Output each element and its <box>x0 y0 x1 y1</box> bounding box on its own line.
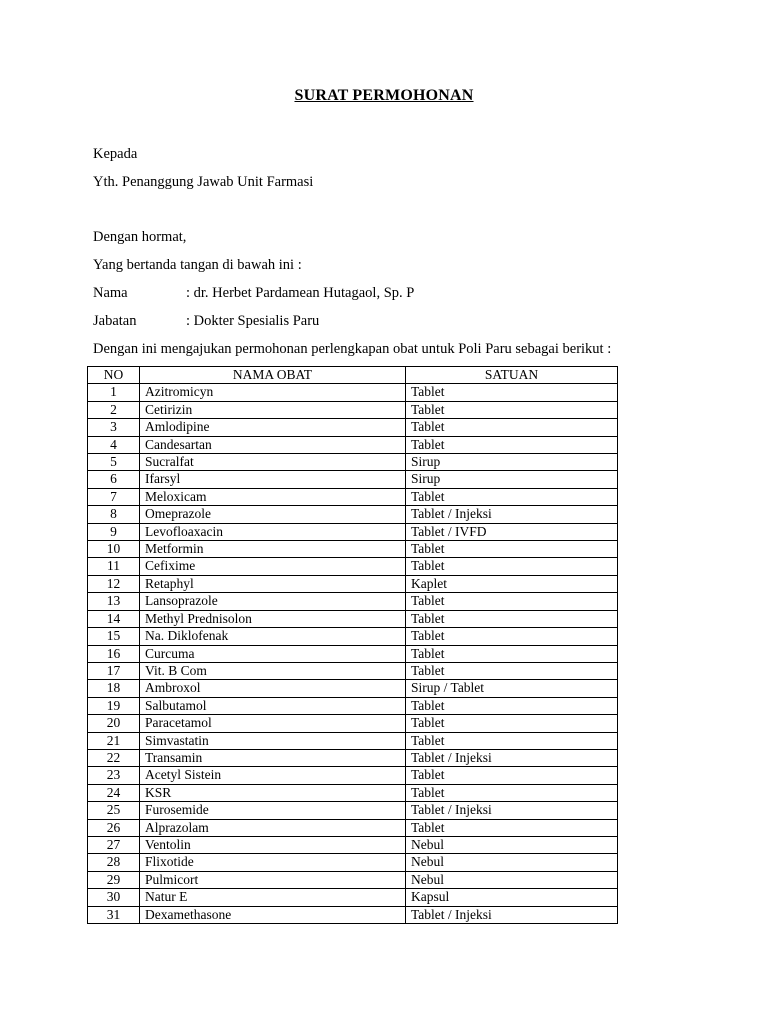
cell-no: 26 <box>88 819 140 836</box>
jabatan-value: : Dokter Spesialis Paru <box>186 313 320 329</box>
document-title: SURAT PERMOHONAN <box>294 87 474 104</box>
cell-nama-obat: Salbutamol <box>140 697 406 714</box>
table-row <box>88 471 618 488</box>
cell-nama-obat: Simvastatin <box>140 732 406 749</box>
table-row <box>88 871 618 888</box>
cell-nama-obat: Lansoprazole <box>140 593 406 610</box>
cell-no: 24 <box>88 784 140 801</box>
table-row <box>88 506 618 523</box>
cell-satuan: Tablet <box>406 419 618 436</box>
table-row <box>88 836 618 853</box>
cell-no: 5 <box>88 454 140 471</box>
cell-nama-obat: Meloxicam <box>140 488 406 505</box>
cell-satuan: Sirup <box>406 454 618 471</box>
cell-nama-obat: Pulmicort <box>140 871 406 888</box>
cell-satuan: Tablet <box>406 628 618 645</box>
cell-nama-obat: Levofloaxacin <box>140 523 406 540</box>
table-row <box>88 523 618 540</box>
cell-satuan: Tablet <box>406 645 618 662</box>
cell-no: 14 <box>88 610 140 627</box>
table-row <box>88 680 618 697</box>
cell-satuan: Tablet <box>406 732 618 749</box>
cell-no: 7 <box>88 488 140 505</box>
cell-satuan: Tablet <box>406 819 618 836</box>
cell-satuan: Tablet <box>406 610 618 627</box>
cell-nama-obat: Ambroxol <box>140 680 406 697</box>
cell-no: 31 <box>88 906 140 923</box>
header-no: NO <box>88 367 140 384</box>
cell-satuan: Tablet / Injeksi <box>406 506 618 523</box>
cell-no: 18 <box>88 680 140 697</box>
request-text: Dengan ini mengajukan permohonan perlengkapan obat untuk Poli Paru sebagai berikut : <box>93 341 612 357</box>
table-row <box>88 715 618 732</box>
recipient-line-2: Yth. Penanggung Jawab Unit Farmasi <box>93 174 314 190</box>
table-row <box>88 802 618 819</box>
cell-satuan: Tablet <box>406 784 618 801</box>
cell-nama-obat: Ventolin <box>140 836 406 853</box>
table-row <box>88 819 618 836</box>
cell-nama-obat: Flixotide <box>140 854 406 871</box>
cell-no: 12 <box>88 575 140 592</box>
cell-satuan: Tablet <box>406 384 618 401</box>
cell-satuan: Tablet <box>406 767 618 784</box>
cell-no: 29 <box>88 871 140 888</box>
cell-satuan: Nebul <box>406 871 618 888</box>
table-row <box>88 645 618 662</box>
cell-satuan: Kaplet <box>406 575 618 592</box>
table-row <box>88 488 618 505</box>
cell-satuan: Sirup / Tablet <box>406 680 618 697</box>
cell-no: 8 <box>88 506 140 523</box>
cell-no: 10 <box>88 541 140 558</box>
header-satuan: SATUAN <box>406 367 618 384</box>
cell-no: 15 <box>88 628 140 645</box>
cell-no: 2 <box>88 401 140 418</box>
cell-satuan: Tablet <box>406 541 618 558</box>
cell-no: 17 <box>88 662 140 679</box>
table-row <box>88 454 618 471</box>
cell-no: 6 <box>88 471 140 488</box>
cell-nama-obat: Dexamethasone <box>140 906 406 923</box>
cell-no: 13 <box>88 593 140 610</box>
cell-nama-obat: Omeprazole <box>140 506 406 523</box>
cell-no: 23 <box>88 767 140 784</box>
table-row <box>88 384 618 401</box>
cell-nama-obat: Azitromicyn <box>140 384 406 401</box>
table-row <box>88 593 618 610</box>
table-row <box>88 610 618 627</box>
cell-satuan: Tablet / IVFD <box>406 523 618 540</box>
table-row <box>88 732 618 749</box>
cell-no: 30 <box>88 889 140 906</box>
cell-no: 1 <box>88 384 140 401</box>
cell-satuan: Nebul <box>406 836 618 853</box>
jabatan-label: Jabatan <box>93 313 137 329</box>
table-row <box>88 628 618 645</box>
table-row <box>88 889 618 906</box>
cell-no: 4 <box>88 436 140 453</box>
cell-nama-obat: Cefixime <box>140 558 406 575</box>
cell-satuan: Tablet <box>406 488 618 505</box>
cell-no: 21 <box>88 732 140 749</box>
table-row <box>88 662 618 679</box>
cell-nama-obat: Cetirizin <box>140 401 406 418</box>
cell-satuan: Tablet <box>406 662 618 679</box>
cell-nama-obat: Acetyl Sistein <box>140 767 406 784</box>
cell-satuan: Tablet <box>406 593 618 610</box>
cell-satuan: Tablet / Injeksi <box>406 802 618 819</box>
cell-satuan: Tablet / Injeksi <box>406 906 618 923</box>
cell-no: 28 <box>88 854 140 871</box>
table-row <box>88 697 618 714</box>
cell-nama-obat: Furosemide <box>140 802 406 819</box>
table-row <box>88 749 618 766</box>
cell-nama-obat: Metformin <box>140 541 406 558</box>
cell-nama-obat: KSR <box>140 784 406 801</box>
cell-nama-obat: Transamin <box>140 749 406 766</box>
table-header-row <box>88 367 618 384</box>
cell-nama-obat: Alprazolam <box>140 819 406 836</box>
table-row <box>88 854 618 871</box>
table-row <box>88 784 618 801</box>
table-row <box>88 541 618 558</box>
nama-value: : dr. Herbet Pardamean Hutagaol, Sp. P <box>186 285 415 301</box>
cell-satuan: Kapsul <box>406 889 618 906</box>
cell-no: 19 <box>88 697 140 714</box>
cell-no: 22 <box>88 749 140 766</box>
cell-satuan: Tablet <box>406 436 618 453</box>
cell-no: 20 <box>88 715 140 732</box>
cell-nama-obat: Sucralfat <box>140 454 406 471</box>
cell-no: 27 <box>88 836 140 853</box>
table-body <box>88 384 618 924</box>
medicine-table <box>87 366 618 924</box>
cell-nama-obat: Candesartan <box>140 436 406 453</box>
cell-nama-obat: Curcuma <box>140 645 406 662</box>
table-row <box>88 436 618 453</box>
cell-nama-obat: Amlodipine <box>140 419 406 436</box>
cell-satuan: Tablet <box>406 697 618 714</box>
table-row <box>88 558 618 575</box>
cell-no: 25 <box>88 802 140 819</box>
cell-nama-obat: Paracetamol <box>140 715 406 732</box>
greeting: Dengan hormat, <box>93 229 187 245</box>
cell-nama-obat: Natur E <box>140 889 406 906</box>
cell-nama-obat: Methyl Prednisolon <box>140 610 406 627</box>
cell-no: 16 <box>88 645 140 662</box>
table-row <box>88 767 618 784</box>
table-row <box>88 401 618 418</box>
cell-no: 9 <box>88 523 140 540</box>
cell-satuan: Nebul <box>406 854 618 871</box>
intro-text: Yang bertanda tangan di bawah ini : <box>93 257 302 273</box>
table-row <box>88 419 618 436</box>
table-row <box>88 575 618 592</box>
header-nama-obat: NAMA OBAT <box>140 367 406 384</box>
cell-no: 3 <box>88 419 140 436</box>
cell-nama-obat: Vit. B Com <box>140 662 406 679</box>
cell-no: 11 <box>88 558 140 575</box>
cell-nama-obat: Ifarsyl <box>140 471 406 488</box>
cell-satuan: Tablet <box>406 401 618 418</box>
cell-satuan: Tablet <box>406 558 618 575</box>
cell-nama-obat: Na. Diklofenak <box>140 628 406 645</box>
recipient-line-1: Kepada <box>93 146 138 162</box>
cell-satuan: Sirup <box>406 471 618 488</box>
table-row <box>88 906 618 923</box>
cell-satuan: Tablet <box>406 715 618 732</box>
nama-label: Nama <box>93 285 128 301</box>
cell-satuan: Tablet / Injeksi <box>406 749 618 766</box>
cell-nama-obat: Retaphyl <box>140 575 406 592</box>
